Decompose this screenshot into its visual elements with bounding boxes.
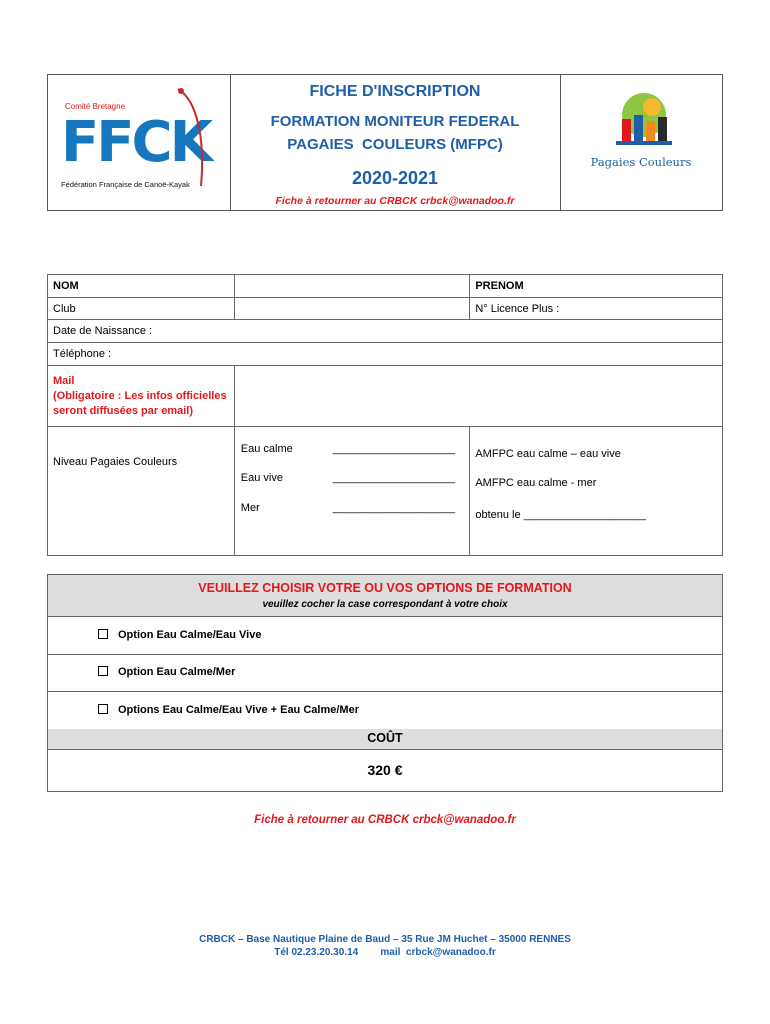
checkbox-icon[interactable] <box>98 629 108 639</box>
mail-field[interactable] <box>234 366 722 427</box>
amfpc-cell <box>470 427 723 556</box>
row-mail <box>48 366 723 427</box>
checkbox-icon[interactable] <box>98 704 108 714</box>
ffck-logo <box>48 75 231 210</box>
registration-table <box>47 274 723 556</box>
options-box <box>47 574 723 792</box>
option-1[interactable]: Option Eau Calme/Eau Vive <box>98 629 261 641</box>
mail-note: (Obligatoire : Les infos officielles seront diffusées par email) <box>53 389 227 417</box>
row-club <box>48 298 723 320</box>
cost-value: 320 € <box>367 762 403 778</box>
title-line-3: PAGAIES COULEURS (MFPC) <box>287 136 503 153</box>
amfpc-eau-vive: AMFPC eau calme – eau vive <box>475 448 621 460</box>
ffck-acronym: FFCK <box>61 110 210 175</box>
cost-label: COÛT <box>367 731 403 745</box>
options-heading: VEUILLEZ CHOISIR VOTRE OU VOS OPTIONS DE FORMATION <box>198 581 572 595</box>
level-eau-calme: Eau calme <box>240 443 293 455</box>
nom-label: NOM <box>48 275 235 298</box>
row-phone <box>48 343 723 366</box>
prenom-field[interactable]: PRENOM <box>470 275 723 298</box>
row-level <box>48 427 723 556</box>
level-eau-calme-blank[interactable]: ____________________ <box>332 443 456 455</box>
pagaies-couleurs-label: Pagaies Couleurs <box>590 155 692 169</box>
club-label: Club <box>48 298 235 320</box>
option-3[interactable]: Options Eau Calme/Eau Vive + Eau Calme/Mer <box>98 704 359 716</box>
ffck-name: Fédération Française de Canoë-Kayak <box>61 180 190 189</box>
pagaies-couleurs-icon <box>612 91 676 151</box>
option-row-3[interactable] <box>48 691 722 730</box>
cost-header <box>48 729 722 750</box>
row-name <box>48 275 723 298</box>
year: 2020-2021 <box>351 168 439 188</box>
title-line-1: FICHE D'INSCRIPTION <box>309 83 481 100</box>
return-note-top: Fiche à retourner au CRBCK crbck@wanadoo.fr <box>275 195 515 207</box>
ffck-region: Comité Bretagne <box>65 102 126 111</box>
paddler-icon <box>173 81 213 191</box>
mail-label <box>48 366 235 427</box>
options-header <box>48 575 722 617</box>
footer-address: CRBCK – Base Nautique Plaine de Baud – 35 Rue JM Huchet – 35000 RENNES <box>199 934 571 945</box>
option-row-2[interactable] <box>48 654 722 692</box>
level-mer-blank[interactable]: ____________________ <box>332 502 456 514</box>
level-eau-vive-blank[interactable]: ____________________ <box>332 472 456 484</box>
phone-field[interactable]: Téléphone : <box>48 343 723 366</box>
level-cell <box>234 427 470 556</box>
mail-title: Mail <box>53 374 75 387</box>
footer-contact: Tél 02.23.20.30.14 mail crbck@wanadoo.fr <box>274 947 496 958</box>
licence-field[interactable]: N° Licence Plus : <box>470 298 723 320</box>
amfpc-obtenu[interactable]: obtenu le ____________________ <box>475 509 647 521</box>
amfpc-mer: AMFPC eau calme - mer <box>475 477 597 489</box>
nom-field[interactable] <box>234 275 470 298</box>
row-birth <box>48 320 723 343</box>
level-label: Niveau Pagaies Couleurs <box>48 427 235 556</box>
option-row-1[interactable] <box>48 616 722 655</box>
level-eau-vive: Eau vive <box>240 472 283 484</box>
title-block <box>230 75 561 210</box>
option-2[interactable]: Option Eau Calme/Mer <box>98 666 235 678</box>
return-note-bottom: Fiche à retourner au CRBCK crbck@wanadoo.fr <box>254 814 516 826</box>
checkbox-icon[interactable] <box>98 666 108 676</box>
pagaies-couleurs-logo <box>560 75 722 210</box>
club-field[interactable] <box>234 298 470 320</box>
level-mer: Mer <box>240 502 260 514</box>
birthdate-field[interactable]: Date de Naissance : <box>48 320 723 343</box>
header-box <box>47 74 723 211</box>
options-subheading: veuillez cocher la case correspondant à votre choix <box>262 599 508 610</box>
title-line-2: FORMATION MONITEUR FEDERAL <box>270 113 520 130</box>
cost-row <box>48 749 722 793</box>
